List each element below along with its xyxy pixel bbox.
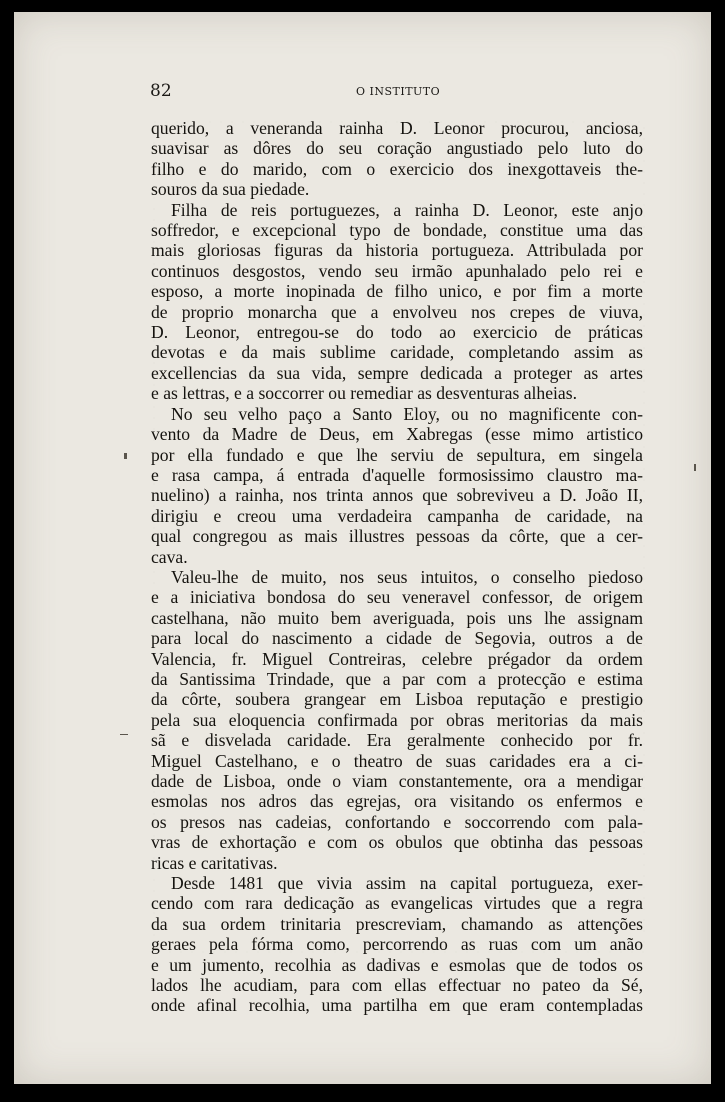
text-line: suavisar as dôres do seu coração angustiado pelo luto do: [151, 138, 643, 159]
page-number: 82: [150, 81, 172, 101]
text-line: Valeu-lhe de muito, nos seus intuitos, o conselho piedoso: [171, 566, 643, 587]
running-title: O INSTITUTO: [356, 85, 441, 98]
text-line: lados lhe acudiam, para com ellas effectuar no pateo da Sé,: [151, 975, 643, 996]
body-text: [151, 118, 643, 1016]
text-line: cava.: [151, 546, 188, 567]
text-line: da Santissima Trindade, que a par com a protecção e estima: [151, 668, 643, 689]
text-line: e a iniciativa bondosa do seu veneravel confessor, de origem: [151, 587, 643, 608]
text-line: os presos nas cadeias, confortando e soccorrendo com pala-: [151, 811, 643, 832]
text-line: filho e do marido, com o exercicio dos inexgottaveis the-: [151, 158, 643, 179]
text-line: vento da Madre de Deus, em Xabregas (esse mimo artistico: [151, 424, 643, 445]
text-line: No seu velho paço a Santo Eloy, ou no magnificente con-: [171, 403, 643, 424]
paragraph: [151, 567, 643, 873]
text-line: continuos desgostos, vendo seu irmão apunhalado pelo rei e: [151, 260, 643, 281]
text-line: Filha de reis portuguezes, a rainha D. Leonor, este anjo: [171, 199, 643, 220]
text-line: excellencias da sua vida, sempre dedicada a proteger as artes: [151, 362, 643, 383]
text-line: ricas e caritativas.: [151, 852, 278, 873]
text-line: soffredor, e excepcional typo de bondade, constitue uma das: [151, 220, 643, 241]
text-line: Miguel Castelhano, e o theatro de suas caridades era a ci-: [151, 750, 643, 771]
text-line: vras de exhortação e com os obulos que obtinha das pessoas: [151, 832, 643, 853]
margin-mark: [124, 453, 127, 459]
text-line: onde afinal recolhia, uma partilha em que eram contempladas: [151, 995, 643, 1016]
page-header: [150, 81, 640, 103]
text-line: Desde 1481 que vivia assim na capital portugueza, exer-: [171, 873, 643, 894]
text-line: pela sua eloquencia confirmada por obras meritorias da mais: [151, 709, 643, 730]
text-line: para local do nascimento a cidade de Segovia, outros a de: [151, 628, 643, 649]
paragraph: [151, 404, 643, 567]
text-line: e as lettras, e a soccorrer ou remediar as desventuras alheias.: [151, 383, 577, 404]
text-line: geraes pela fórma como, percorrendo as ruas com um anão: [151, 934, 643, 955]
margin-mark: [694, 464, 696, 471]
text-line: de proprio monarcha que a envolveu nos crepes de viuva,: [151, 301, 643, 322]
paragraph: [151, 200, 643, 404]
text-line: mais gloriosas figuras da historia portugueza. Attribulada por: [151, 240, 643, 261]
text-line: dirigiu e creou uma verdadeira campanha de caridade, na: [151, 505, 643, 526]
text-line: sã e disvelada caridade. Era geralmente conhecido por fr.: [151, 730, 643, 751]
margin-mark: [120, 734, 128, 735]
text-line: castelhana, não muito bem averiguada, pois uns lhe assignam: [151, 607, 643, 628]
paragraph: [151, 873, 643, 1016]
text-line: souros da sua piedade.: [151, 179, 310, 200]
text-line: D. Leonor, entregou-se do todo ao exercicio de práticas: [151, 322, 643, 343]
text-line: esposo, a morte inopinada de filho unico, e por fim a morte: [151, 281, 643, 302]
paragraph: [151, 118, 643, 200]
text-line: e rasa campa, á entrada d'aquelle formosissimo claustro ma-: [151, 464, 643, 485]
text-line: e um jumento, recolhia as dadivas e esmolas que de todos os: [151, 954, 643, 975]
text-line: dade de Lisboa, onde o viam constantemente, ora a mendigar: [151, 771, 643, 791]
text-line: da sua ordem trinitaria prescreviam, chamando as attenções: [151, 913, 643, 934]
text-line: nuelino) a rainha, nos trinta annos que sobreviveu a D. João II,: [151, 485, 643, 506]
text-line: por ella fundado e que lhe serviu de sepultura, em singela: [151, 444, 643, 465]
text-line: querido, a veneranda rainha D. Leonor procurou, anciosa,: [151, 118, 643, 138]
text-line: qual congregou as mais illustres pessoas da côrte, que a cer-: [151, 526, 643, 547]
text-line: esmolas nos adros das egrejas, ora visitando os enfermos e: [151, 791, 643, 812]
text-line: da côrte, soubera grangear em Lisboa reputação e prestigio: [151, 689, 643, 710]
text-line: Valencia, fr. Miguel Contreiras, celebre prégador da ordem: [151, 648, 643, 669]
text-line: devotas e da mais sublime caridade, completando assim as: [151, 342, 643, 363]
text-line: cendo com rara dedicação as evangelicas virtudes que a regra: [151, 893, 643, 914]
